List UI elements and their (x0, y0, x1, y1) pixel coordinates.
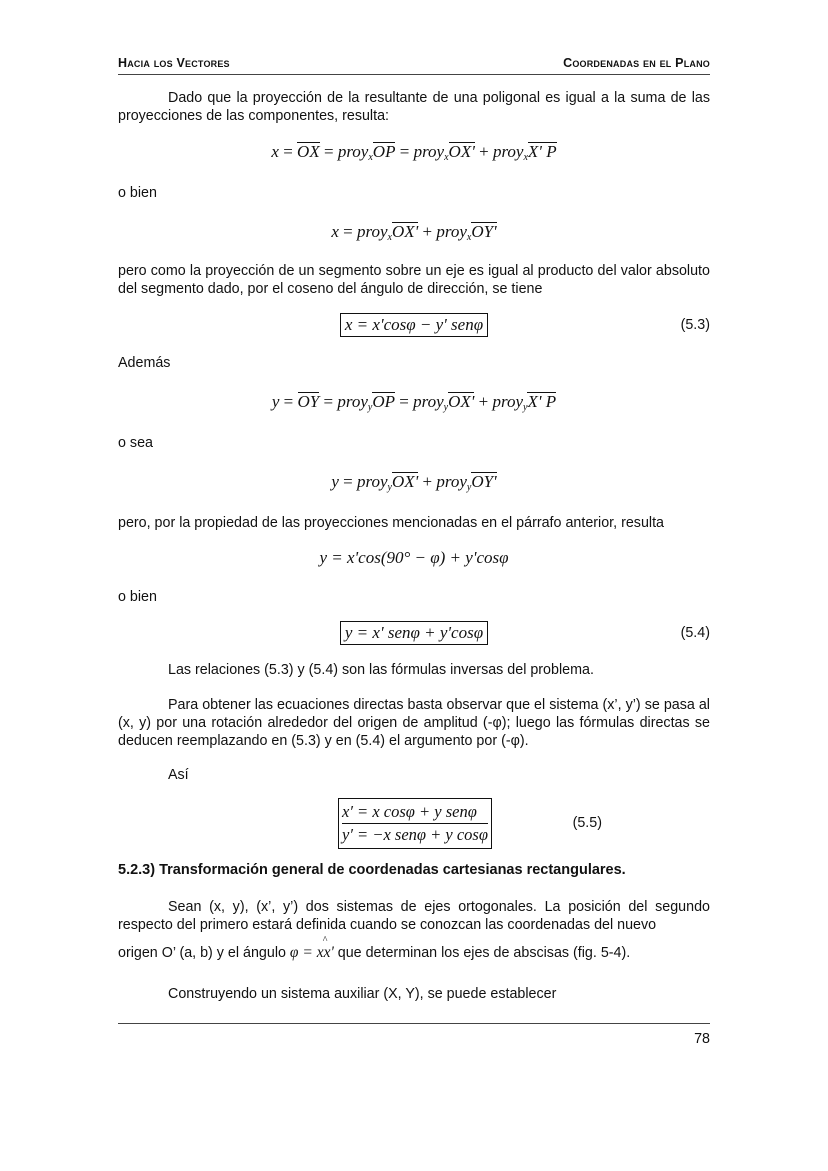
equation-x-sum: x = proy$_x$OX' + proy$_x$OY' (331, 222, 497, 243)
header-left-title: Hacia los Vectores (118, 56, 230, 70)
equation-number-5-3: (5.3) (680, 317, 710, 333)
equation-y-projections: y = OY = proy$_y$OP = proy$_y$OX' + proy$_y$X' P (271, 392, 557, 413)
paragraph-4: Además (118, 355, 171, 371)
equation-5-4: y = x' senφ + y'cosφ (5.4) (118, 621, 710, 645)
paragraph-6: pero, por la propiedad de las proyecciones mencionadas en el párrafo anterior, resulta (118, 515, 664, 531)
equation-x-projections: x = OX = proy$_x$OP = proy$_x$OX' + proy$_x$X' P (271, 142, 557, 163)
equation-y-sum: y = proy$_y$OX' + proy$_y$OY' (331, 472, 497, 493)
equation-number-5-5: (5.5) (572, 815, 602, 831)
system-row-2: y′ = −x senφ + y cosφ (342, 825, 488, 844)
paragraph-12: origen O’ (a, b) y el ángulo φ = ^ xx' que determinan los ejes de abscisas (fig. 5-4). (118, 944, 710, 962)
paragraph-11: Sean (x, y), (x’, y’) dos sistemas de ejes ortogonales. La posición del segundo respecto del primero estará definida cuando se conozcan las coordenadas del nuevo (118, 899, 710, 933)
paragraph-1: Dado que la proyección de la resultante de una poligonal es igual a la suma de las proyecciones de las componentes, resulta: (118, 90, 710, 124)
equation-y-cos90: y = x'cos(90° − φ) + y'cosφ (319, 548, 509, 567)
equation-5-3: x = x'cosφ − y' senφ (5.3) (118, 313, 710, 337)
equation-system-5-5 (338, 798, 492, 849)
paragraph-7: o bien (118, 589, 157, 605)
system-row-1: x′ = x cosφ + y senφ (342, 802, 477, 821)
page-number: 78 (694, 1031, 710, 1047)
paragraph-9: Para obtener las ecuaciones directas basta observar que el sistema (x’, y’) se pasa al (x, y) por una rotación alrededor del origen de amplitud (-φ); luego las fórmulas directas se deducen reemplazando en (5.3) y en (5.4) el argumento por (-φ). (118, 697, 710, 749)
angle-hat: ^ xx (317, 944, 331, 962)
paragraph-3: pero como la proyección de un segmento sobre un eje es igual al producto del valor absoluto del segmento dado, por el coseno del ángulo de dirección, se tiene (118, 263, 710, 297)
paragraph-5: o sea (118, 435, 153, 451)
equation-number-5-4: (5.4) (680, 625, 710, 641)
paragraph-8: Las relaciones (5.3) y (5.4) son las fórmulas inversas del problema. (168, 662, 594, 678)
header-right-title: Coordenadas en el Plano (563, 56, 710, 70)
running-header (118, 56, 710, 75)
footer-rule (118, 1023, 710, 1024)
paragraph-10: Así (168, 767, 189, 783)
paragraph-2: o bien (118, 185, 157, 201)
paragraph-13: Construyendo un sistema auxiliar (X, Y), se puede establecer (168, 986, 557, 1002)
section-heading: 5.2.3) Transformación general de coordenadas cartesianas rectangulares. (118, 862, 626, 878)
document-page (118, 0, 710, 1171)
